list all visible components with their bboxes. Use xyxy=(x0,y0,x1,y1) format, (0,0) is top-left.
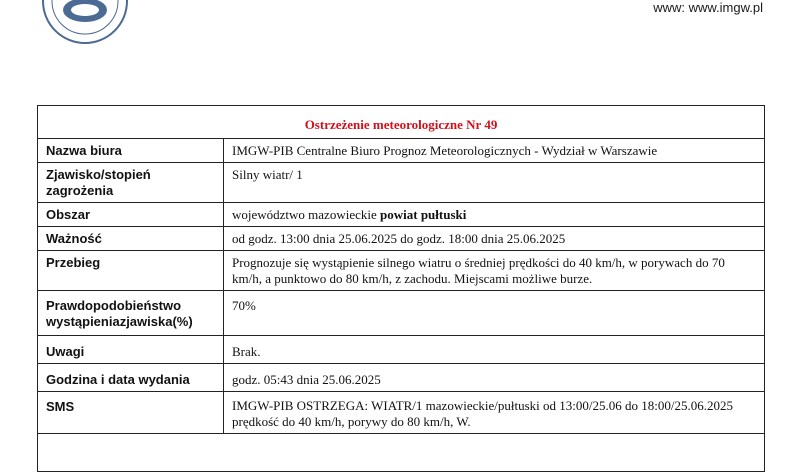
table-row xyxy=(38,336,765,364)
empty-row xyxy=(38,434,765,472)
row-value: IMGW-PIB Centralne Biuro Prognoz Meteorologicznych - Wydział w Warszawie xyxy=(224,139,765,163)
row-label: Nazwa biura xyxy=(38,139,224,163)
row-value: Brak. xyxy=(224,336,765,364)
imgw-pib-logo xyxy=(42,0,128,44)
row-label: Godzina i data wydania xyxy=(38,364,224,392)
table-row xyxy=(38,291,765,336)
row-value: IMGW-PIB OSTRZEGA: WIATR/1 mazowieckie/pułtuski od 13:00/25.06 do 18:00/25.06.2025 prędkość do 40 km/h, porywy do 80 km/h, W. xyxy=(224,392,765,434)
row-label: Prawdopodobieństwo wystąpieniazjawiska(%) xyxy=(38,291,224,336)
row-label: Zjawisko/stopień zagrożenia xyxy=(38,163,224,203)
table-row xyxy=(38,203,765,227)
table-row xyxy=(38,392,765,434)
table-row xyxy=(38,364,765,392)
row-value-area xyxy=(224,203,765,227)
warning-title: Ostrzeżenie meteorologiczne Nr 49 xyxy=(38,106,765,139)
row-value: Silny wiatr/ 1 xyxy=(224,163,765,203)
area-region: województwo mazowieckie xyxy=(232,207,377,222)
warning-table xyxy=(37,105,765,472)
row-value: godz. 05:43 dnia 25.06.2025 xyxy=(224,364,765,392)
table-row xyxy=(38,227,765,251)
row-label: Obszar xyxy=(38,203,224,227)
title-row xyxy=(38,106,765,139)
table-row xyxy=(38,163,765,203)
row-label: Uwagi xyxy=(38,336,224,364)
table-row xyxy=(38,139,765,163)
logo-emblem-icon xyxy=(44,0,126,42)
row-label: SMS xyxy=(38,392,224,434)
row-label: Przebieg xyxy=(38,251,224,291)
row-value: Prognozuje się wystąpienie silnego wiatru o średniej prędkości do 40 km/h, w porywach do 70 km/h, a punktowo do 80 km/h, z zachodu. Miejscami możliwe burze. xyxy=(224,251,765,291)
row-label: Ważność xyxy=(38,227,224,251)
row-value: 70% xyxy=(224,291,765,336)
row-value: od godz. 13:00 dnia 25.06.2025 do godz. 18:00 dnia 25.06.2025 xyxy=(224,227,765,251)
area-county: powiat pułtuski xyxy=(380,207,467,222)
website-link[interactable]: www: www.imgw.pl xyxy=(653,0,763,15)
table-row xyxy=(38,251,765,291)
empty-cell xyxy=(38,434,765,472)
